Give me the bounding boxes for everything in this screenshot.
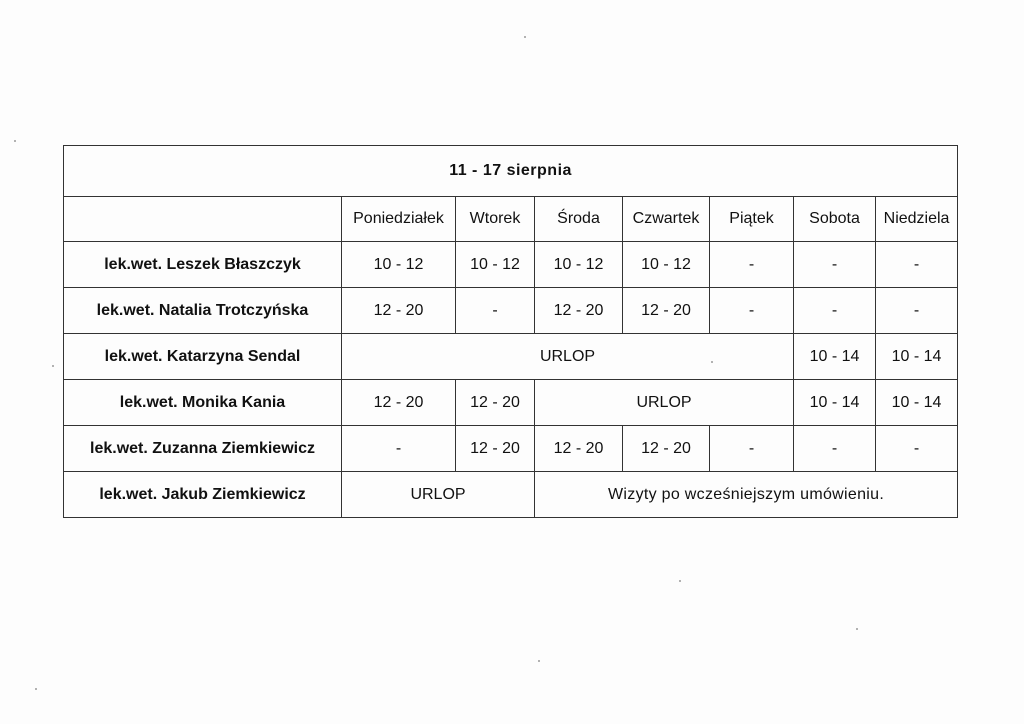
hours-cell: 12 - 20: [456, 426, 535, 472]
hours-cell: 12 - 20: [535, 288, 623, 334]
hours-cell: 10 - 12: [535, 242, 623, 288]
day-header: Wtorek: [456, 197, 535, 242]
scan-speck: [538, 660, 540, 662]
doctor-row: [64, 380, 958, 426]
schedule-title: 11 - 17 sierpnia: [64, 146, 958, 197]
scan-speck: [524, 36, 526, 38]
hours-cell: 12 - 20: [342, 380, 456, 426]
appointment-note: Wizyty po wcześniejszym umówieniu.: [535, 472, 958, 518]
hours-cell: -: [342, 426, 456, 472]
hours-cell: -: [794, 242, 876, 288]
doctor-row: [64, 242, 958, 288]
day-header: Niedziela: [876, 197, 958, 242]
days-header-row: [64, 197, 958, 242]
doctor-row: [64, 334, 958, 380]
scan-speck: [856, 628, 858, 630]
hours-cell: 10 - 14: [794, 380, 876, 426]
scan-speck: [52, 365, 54, 367]
doctor-name: lek.wet. Jakub Ziemkiewicz: [64, 472, 342, 518]
doctor-name: lek.wet. Natalia Trotczyńska: [64, 288, 342, 334]
scan-speck: [35, 688, 37, 690]
hours-cell: 10 - 14: [876, 334, 958, 380]
scan-speck: [14, 140, 16, 142]
day-header: Środa: [535, 197, 623, 242]
hours-cell: 10 - 12: [623, 242, 710, 288]
hours-cell: 12 - 20: [456, 380, 535, 426]
schedule-table: [63, 145, 958, 518]
doctor-name: lek.wet. Leszek Błaszczyk: [64, 242, 342, 288]
hours-cell: -: [794, 426, 876, 472]
day-header: Piątek: [710, 197, 794, 242]
doctor-name: lek.wet. Monika Kania: [64, 380, 342, 426]
hours-cell: -: [876, 426, 958, 472]
doctor-name: lek.wet. Zuzanna Ziemkiewicz: [64, 426, 342, 472]
empty-header-cell: [64, 197, 342, 242]
doctor-name: lek.wet. Katarzyna Sendal: [64, 334, 342, 380]
doctor-row: [64, 472, 958, 518]
hours-cell: -: [876, 288, 958, 334]
hours-cell: 12 - 20: [623, 288, 710, 334]
scan-speck: [679, 580, 681, 582]
hours-cell: 12 - 20: [535, 426, 623, 472]
doctor-row: [64, 426, 958, 472]
hours-cell: 10 - 12: [342, 242, 456, 288]
day-header: Sobota: [794, 197, 876, 242]
leave-cell: URLOP: [342, 334, 794, 380]
hours-cell: 10 - 14: [794, 334, 876, 380]
hours-cell: -: [876, 242, 958, 288]
leave-cell: URLOP: [535, 380, 794, 426]
day-header: Poniedziałek: [342, 197, 456, 242]
hours-cell: 10 - 14: [876, 380, 958, 426]
hours-cell: 12 - 20: [623, 426, 710, 472]
hours-cell: -: [456, 288, 535, 334]
hours-cell: 12 - 20: [342, 288, 456, 334]
hours-cell: -: [710, 288, 794, 334]
hours-cell: -: [710, 426, 794, 472]
hours-cell: 10 - 12: [456, 242, 535, 288]
doctor-row: [64, 288, 958, 334]
hours-cell: -: [710, 242, 794, 288]
day-header: Czwartek: [623, 197, 710, 242]
title-row: [64, 146, 958, 197]
hours-cell: -: [794, 288, 876, 334]
leave-cell: URLOP: [342, 472, 535, 518]
